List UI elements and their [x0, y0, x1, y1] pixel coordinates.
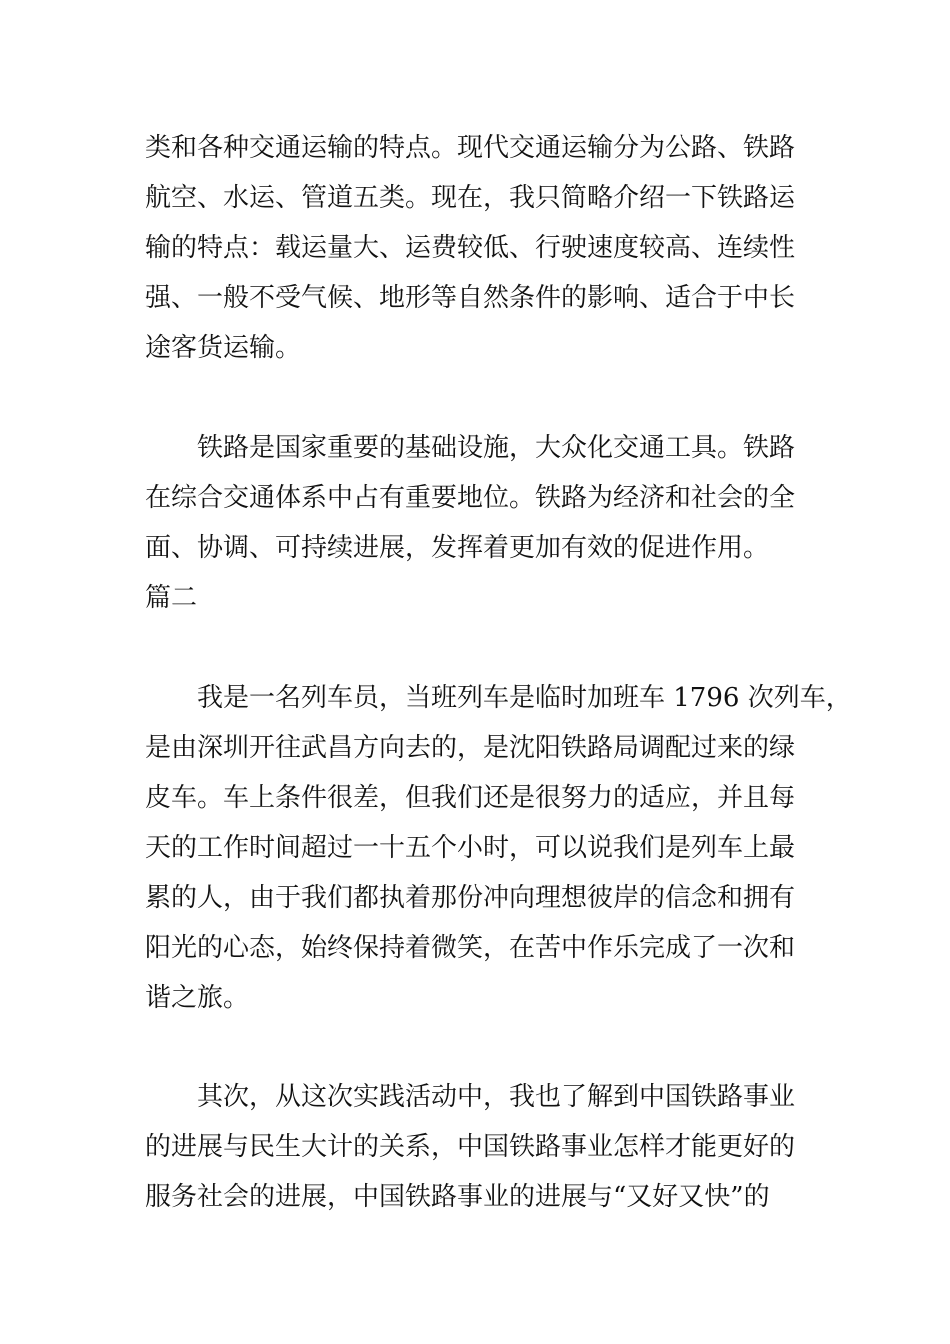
- paragraph-1-line-4: 强、一般不受气候、地形等自然条件的影响、适合于中长: [145, 283, 796, 313]
- paragraph-1-line-1: 类和各种交通运输的特点。现代交通运输分为公路、铁路: [145, 133, 796, 163]
- paragraph-4-line-3: 服务社会的进展，中国铁路事业的进展与“又好又快”的: [145, 1182, 770, 1212]
- section-heading: 篇二: [145, 583, 198, 613]
- paragraph-1-line-3: 输的特点：载运量大、运费较低、行驶速度较高、连续性: [145, 233, 796, 263]
- paragraph-3-line-3: 皮车。车上条件很差，但我们还是很努力的适应，并且每: [145, 783, 796, 813]
- paragraph-1-line-2: 航空、水运、管道五类。现在，我只简略介绍一下铁路运: [145, 183, 796, 213]
- paragraph-2-line-2: 在综合交通体系中占有重要地位。铁路为经济和社会的全: [145, 483, 796, 513]
- paragraph-2-line-3: 面、协调、可持续进展，发挥着更加有效的促进作用。: [145, 533, 770, 563]
- paragraph-3-line-6: 阳光的心态，始终保持着微笑，在苦中作乐完成了一次和: [145, 933, 796, 963]
- paragraph-3-line-4: 天的工作时间超过一十五个小时，可以说我们是列车上最: [145, 833, 796, 863]
- paragraph-3-line-5: 累的人，由于我们都执着那份冲向理想彼岸的信念和拥有: [145, 883, 796, 913]
- paragraph-3-line-2: 是由深圳开往武昌方向去的，是沈阳铁路局调配过来的绿: [145, 733, 796, 763]
- paragraph-1-line-5: 途客货运输。: [145, 333, 302, 363]
- paragraph-4-line-2: 的进展与民生大计的关系，中国铁路事业怎样才能更好的: [145, 1132, 796, 1162]
- paragraph-2-line-1: 铁路是国家重要的基础设施，大众化交通工具。铁路: [197, 433, 796, 463]
- paragraph-3-line-1: 我是一名列车员，当班列车是临时加班车 1796 次列车，: [197, 683, 852, 713]
- paragraph-3-line-7: 谐之旅。: [145, 983, 250, 1013]
- paragraph-4-line-1: 其次，从这次实践活动中，我也了解到中国铁路事业: [197, 1082, 796, 1112]
